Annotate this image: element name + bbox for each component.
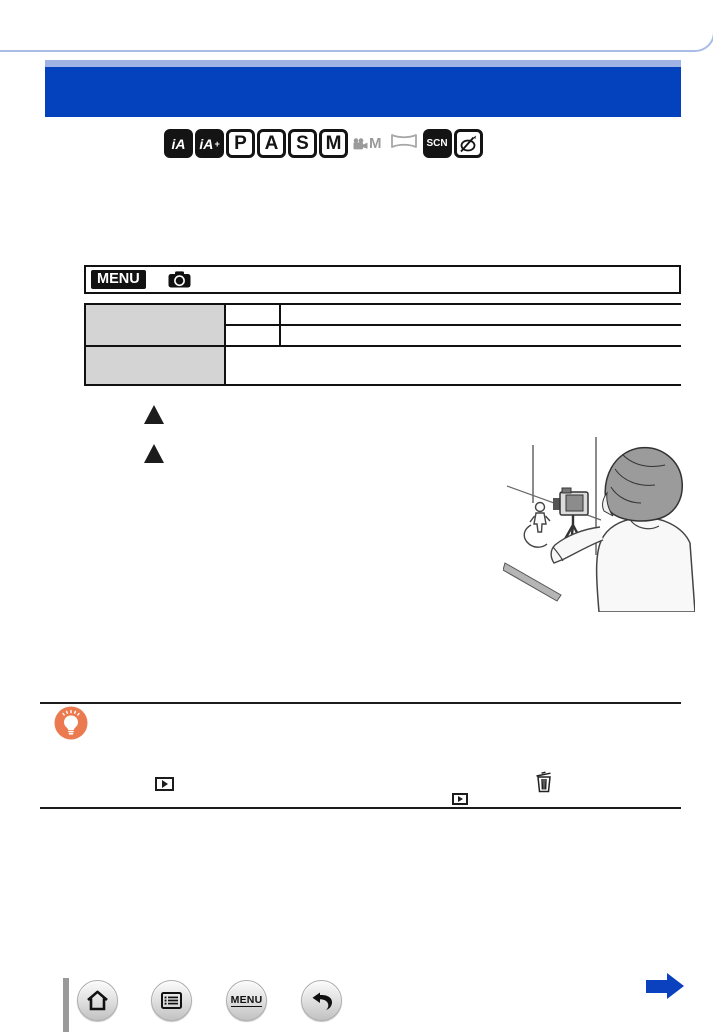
tip-divider-bottom: [40, 807, 681, 809]
next-arrow-icon: [646, 980, 668, 993]
table-desc-cell: [281, 326, 681, 345]
table-option-cell: [226, 326, 281, 345]
mode-icon-row: [164, 128, 483, 159]
tip-divider-top: [40, 702, 681, 704]
table-row: [84, 347, 681, 386]
mode-ia-plus-icon: iA +: [195, 129, 224, 158]
list-button[interactable]: [151, 980, 192, 1021]
home-icon: [85, 988, 110, 1013]
list-icon: [159, 988, 184, 1013]
panorama-icon: [390, 131, 418, 156]
table-row: [84, 303, 681, 347]
mode-scn-icon: SCN: [423, 129, 452, 158]
table-label-cell: [84, 347, 226, 386]
stop-motion-illustration: [503, 437, 695, 612]
mode-ia-icon: iA: [164, 129, 193, 158]
sidebar-accent-bar: [63, 978, 69, 1032]
section-header-bar: [45, 60, 681, 117]
table-label-cell: [84, 305, 226, 347]
previous-section-box: [0, 0, 713, 52]
up-triangle-icon: [144, 405, 164, 424]
mode-p-icon: P: [226, 129, 255, 158]
up-triangle-icon: [144, 444, 164, 463]
back-button[interactable]: [301, 980, 342, 1021]
mode-a-icon: A: [257, 129, 286, 158]
movie-camera-icon: M: [353, 135, 382, 152]
trash-icon: [534, 769, 554, 798]
menu-button-label: MENU: [230, 993, 263, 1006]
header-stripe: [45, 60, 681, 67]
creative-control-icon: [454, 129, 483, 158]
menu-path-box: [84, 265, 681, 294]
table-desc-cell: [226, 347, 681, 386]
camera-icon: [168, 271, 191, 288]
lightbulb-icon: [54, 706, 88, 745]
table-desc-cell: [281, 305, 681, 324]
menu-badge: MENU: [91, 270, 146, 290]
table-option-cell: [226, 305, 281, 324]
settings-table: [84, 303, 681, 386]
menu-button[interactable]: [226, 980, 267, 1021]
return-icon: [308, 987, 335, 1014]
home-button[interactable]: [77, 980, 118, 1021]
playback-icon: [155, 777, 174, 791]
mode-m-icon: M: [319, 129, 348, 158]
mode-s-icon: S: [288, 129, 317, 158]
playback-icon: [452, 793, 468, 805]
